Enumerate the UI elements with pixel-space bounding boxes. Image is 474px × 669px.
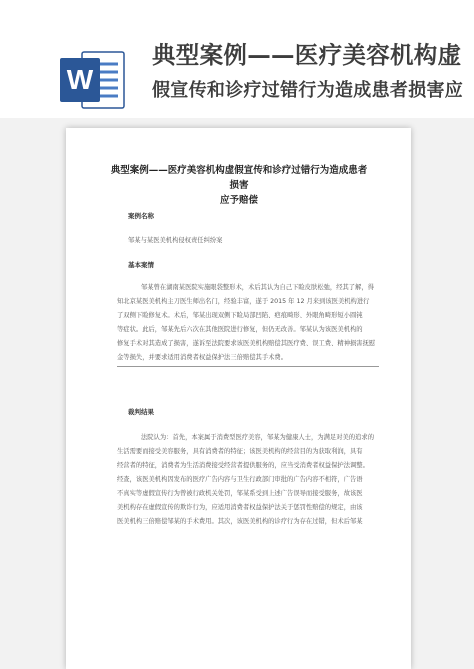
body-line: 邹某曾在湖南某医院实施眼袋整形术，术后其认为自己下睑皮肤松弛，经其了解，得 — [141, 284, 374, 291]
section-heading-judgment: 裁判结果 — [128, 408, 154, 416]
page-header — [0, 0, 474, 130]
section-heading-basic-facts: 基本案情 — [128, 261, 154, 269]
document-title-line-2: 应予赔偿 — [219, 195, 258, 206]
header-title — [152, 38, 470, 108]
svg-text:W: W — [66, 64, 94, 95]
document-page — [66, 128, 411, 669]
body-line: 法院认为：首先，本案属于消费型医疗美容，邹某为健康人士，为满足对美的追求的 — [141, 434, 374, 441]
body-line: 美机构存在虚假宣传的欺诈行为，应适用消费者权益保护法关于惩罚性赔偿的规定，由该 — [117, 504, 363, 511]
body-line: 经营者的特征，消费者为生活消费接受经营者提供服务的，应当受消费者权益保护法调整。 — [117, 462, 369, 469]
body-line: 经查，该医美机构因发布的医疗广告内容与卫生行政部门审批的广告内容不相符，广告语 — [117, 476, 363, 483]
body-line: 金等损失，并要求适用消费者权益保护法三倍赔偿其手术费。 — [117, 354, 288, 361]
body-line: 了双侧下睑修复术。术后，邹某出现双侧下睑局部凹陷、疤痕畸形、外眼角畸形短小圆钝 — [117, 312, 363, 319]
header-title-line-2: 假宣传和诊疗过错行为造成患者损害应 — [152, 80, 464, 101]
word-document-icon — [60, 50, 126, 110]
body-line: 邹某与某医美机构侵权责任纠纷案 — [128, 237, 223, 244]
body-line: 修复手术对其造成了损害，遂诉至法院要求该医美机构赔偿其医疗费、误工费、精神损害抚慰 — [117, 340, 376, 347]
document-title-line-1: 典型案例——医疗美容机构虚假宣传和诊疗过错行为造成患者损害 — [110, 165, 368, 191]
body-line: 不真实等虚假宣传行为曾被行政机关处罚，邹某系受到上述广告误导而接受服务，故该医 — [117, 490, 363, 497]
document-title — [108, 163, 370, 208]
body-line: 生活需要而接受美容服务，具有消费者的特征；该医美机构的经营目的为获取利润，具有 — [117, 448, 363, 455]
body-line: 等症状。此后，邹某先后六次在其他医院进行修复，但仍无改善。邹某认为该医美机构的 — [117, 326, 363, 333]
section-rule — [117, 366, 379, 367]
body-line: 知北京某医美机构主刀医生师出名门，经验丰富，遂于 2015 年 12 月来到该医美机构进行 — [117, 298, 370, 305]
header-title-line-1: 典型案例——医疗美容机构虚 — [152, 41, 462, 69]
body-line: 医美机构三倍赔偿邹某的手术费用。其次，该医美机构的诊疗行为存在过错，但术后邹某 — [117, 518, 363, 525]
section-heading-case-name: 案例名称 — [128, 212, 154, 220]
